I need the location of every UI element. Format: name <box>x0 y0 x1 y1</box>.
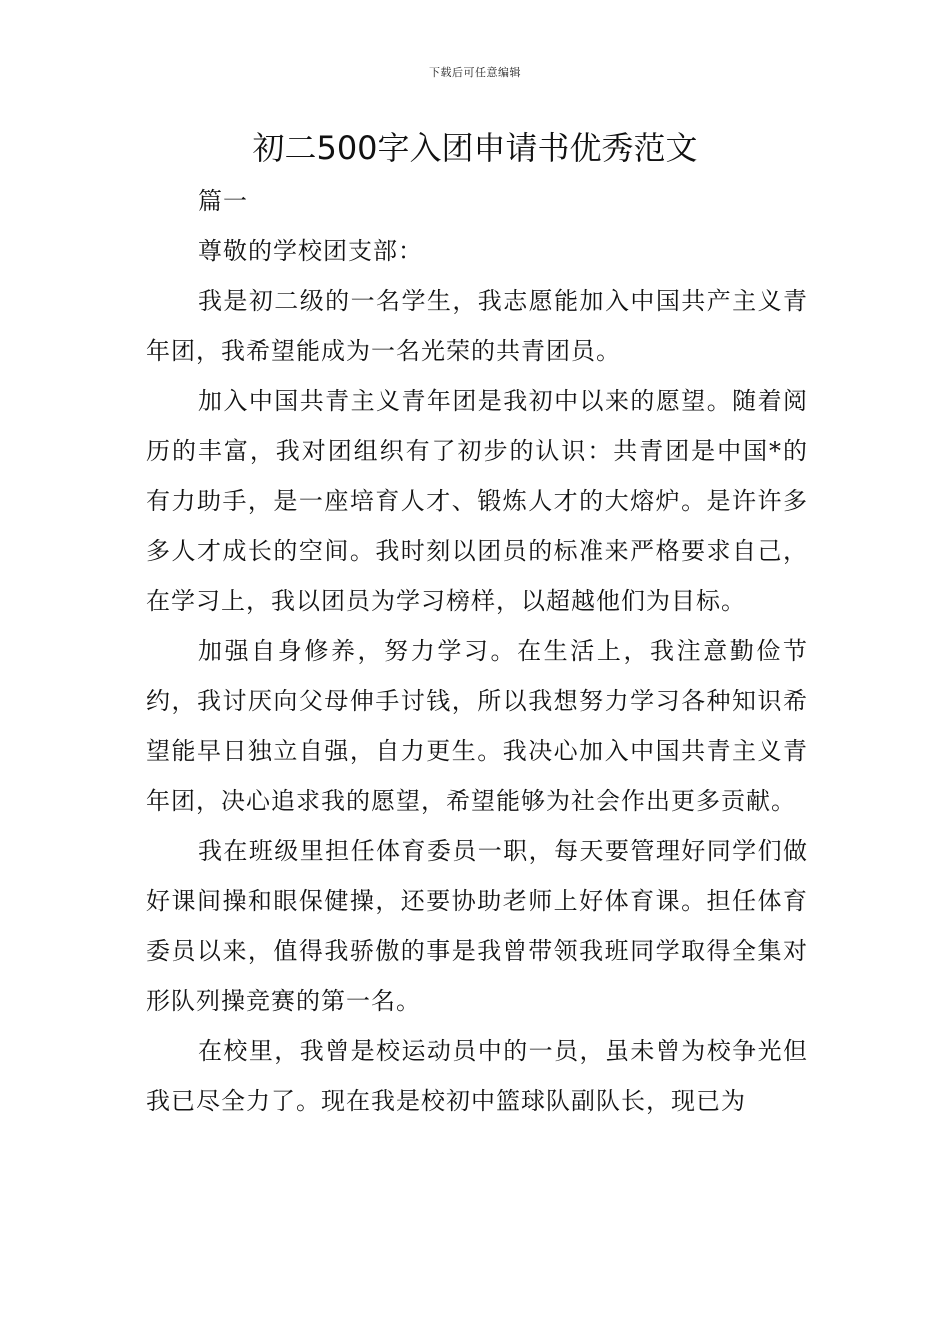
paragraph-3: 加强自身修养，努力学习。在生活上，我注意勤俭节约，我讨厌向父母伸手讨钱，所以我想努力学习各种知识希望能早日独立自强，自力更生。我决心加入中国共青主义青年团，决心追求我的愿望，希望能够为社会作出更多贡献。 <box>146 637 808 815</box>
paragraph-5: 在校里，我曾是校运动员中的一员，虽未曾为校争光但我已尽全力了。现在我是校初中篮球队副队长，现已为 <box>146 1037 808 1115</box>
paragraph-1: 我是初二级的一名学生，我志愿能加入中国共产主义青年团，我希望能成为一名光荣的共青团员。 <box>146 287 808 365</box>
salutation: 尊敬的学校团支部： <box>198 237 423 265</box>
paragraph-4: 我在班级里担任体育委员一职，每天要管理好同学们做好课间操和眼保健操，还要协助老师上好体育课。担任体育委员以来，值得我骄傲的事是我曾带领我班同学取得全集对形队列操竞赛的第一名。 <box>146 837 808 1015</box>
paragraph-2: 加入中国共青主义青年团是我初中以来的愿望。随着阅历的丰富，我对团组织有了初步的认识：共青团是中国*的有力助手，是一座培育人才、锻炼人才的大熔炉。是许许多多人才成长的空间。我时刻以团员的标准来严格要求自己，在学习上，我以团员为学习榜样，以超越他们为目标。 <box>146 387 808 615</box>
header-note: 下载后可任意编辑 <box>429 66 521 79</box>
document-body <box>146 176 808 1126</box>
document-title: 初二500字入团申请书优秀范文 <box>252 129 698 167</box>
section-label: 篇一 <box>198 187 248 215</box>
